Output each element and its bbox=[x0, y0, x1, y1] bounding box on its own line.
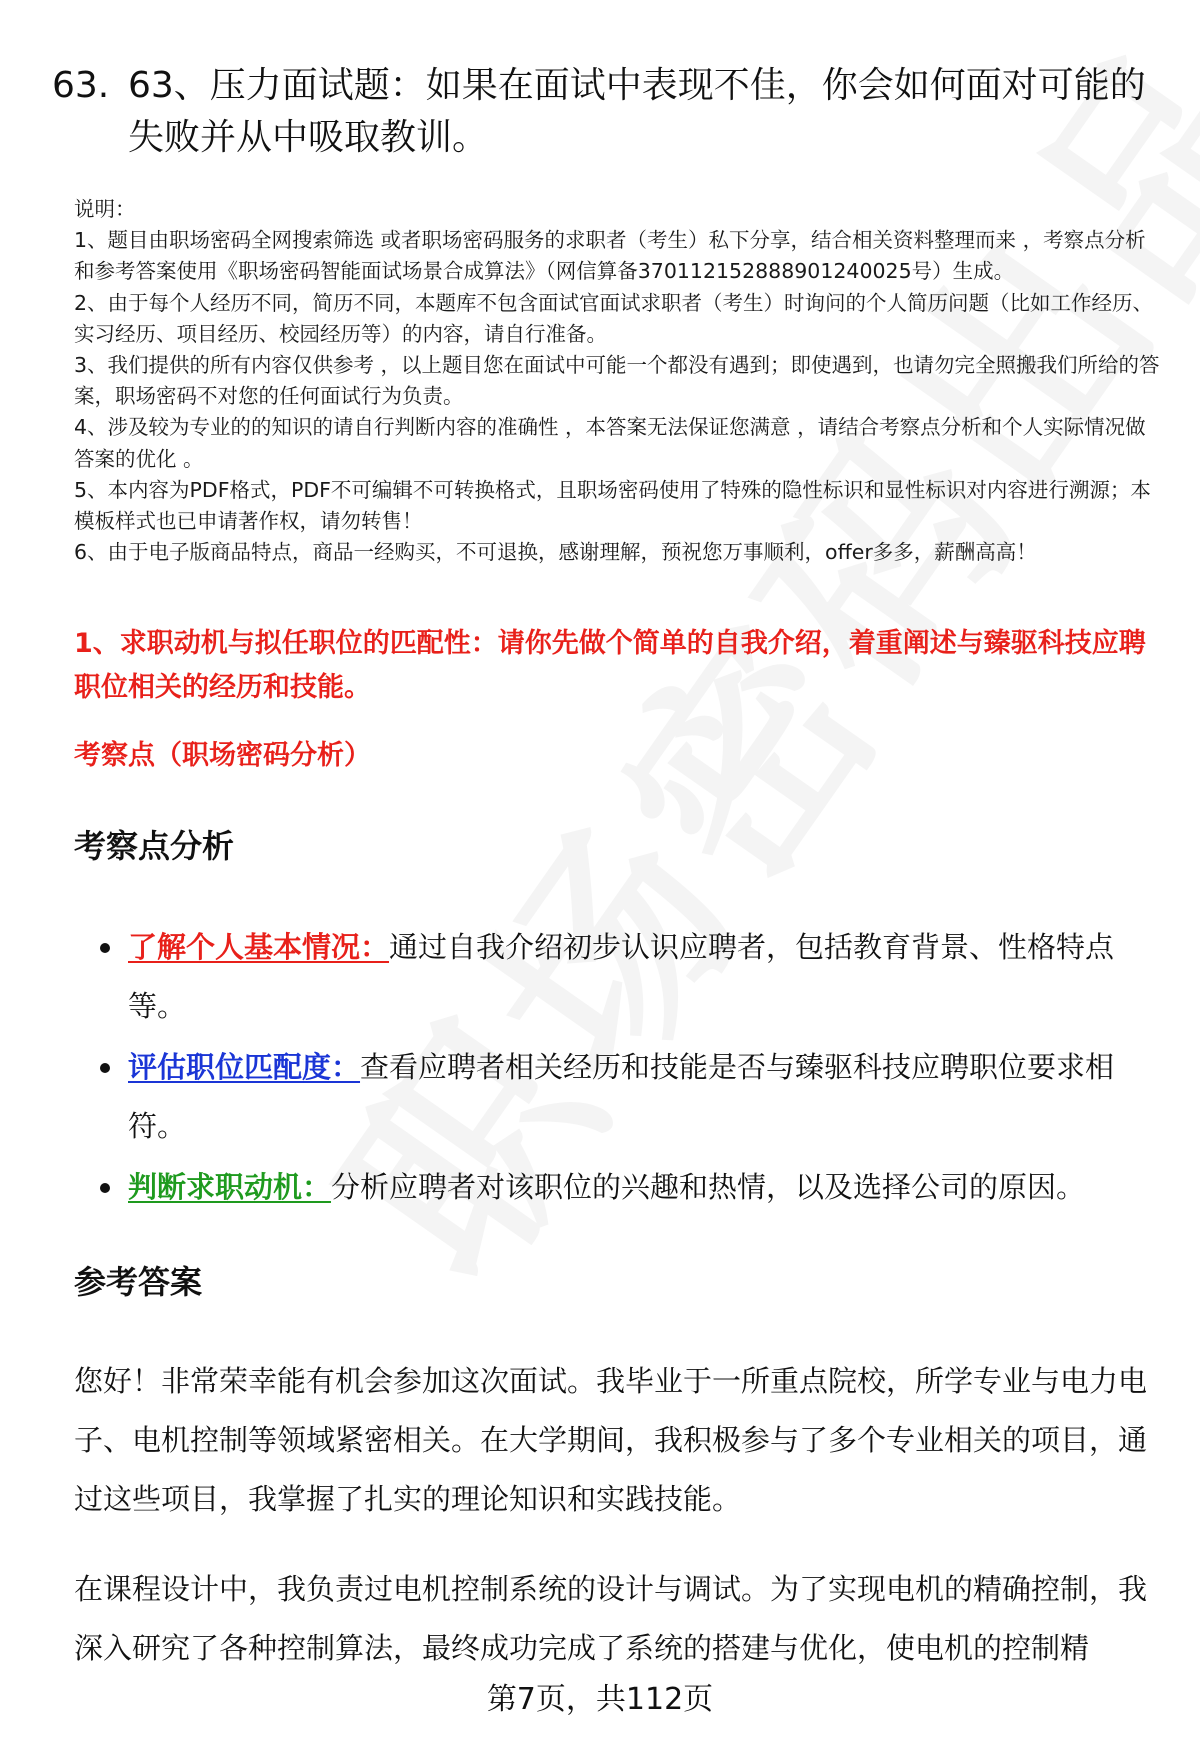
bullet-dot-icon bbox=[100, 943, 110, 953]
bullet-keyword: 评估职位匹配度： bbox=[128, 1050, 361, 1084]
analysis-subheading: 考察点（职场密码分析） bbox=[74, 740, 371, 771]
bullet-text: 通过自我介绍初步认识应聘者，包括教育背景、性格特点等。 bbox=[128, 930, 1115, 1023]
bullet-dot-icon bbox=[100, 1063, 110, 1073]
notes-line: 3、我们提供的所有内容仅供参考 ，以上题目您在面试中可能一个都没有遇到；即使遇到，也请勿完全照搬我们所给的答案，职场密码不对您的任何面试行为负责。 bbox=[74, 353, 1160, 409]
answer-text: 在课程设计中，我负责过电机控制系统的设计与调试。为了实现电机的精确控制，我深入研究了各种控制算法，最终成功完成了系统的搭建与优化，使电机的控制精 bbox=[74, 1572, 1148, 1665]
page-number-footer: 第7页，共112页 bbox=[486, 1682, 714, 1717]
bullet-dot-icon bbox=[100, 1183, 110, 1193]
notes-line: 说明： bbox=[74, 197, 136, 221]
notes-line: 5、本内容为PDF格式，PDF不可编辑不可转换格式，且职场密码使用了特殊的隐性标识和显性标识对内容进行溯源；本模板样式也已申请著作权，请勿转售！ bbox=[74, 477, 1151, 534]
notes-line: 4、涉及较为专业的的知识的请自行判断内容的准确性 ，本答案无法保证您满意 ，请结合考察点分析和个人实际情况做答案的优化 。 bbox=[74, 415, 1146, 471]
list-item bbox=[100, 918, 1160, 1036]
analysis-bullet-list bbox=[100, 918, 1160, 1219]
list-item bbox=[100, 1158, 1160, 1217]
notes-line: 6、由于电子版商品特点，商品一经购买，不可退换，感谢理解，预祝您万事顺利，offer多多，薪酬高高！ bbox=[74, 540, 1037, 565]
notes-line: 1、题目由职场密码全网搜索筛选 或者职场密码服务的求职者（考生）私下分享，结合相关资料整理而来 ，考察点分析和参考答案使用《职场密码智能面试场景合成算法》（网信算备370112152888901240025号）生成。 bbox=[74, 228, 1146, 284]
title-number: 63. bbox=[52, 65, 110, 106]
title-text: 63、压力面试题：如果在面试中表现不佳，你会如何面对可能的失败并从中吸取教训。 bbox=[128, 65, 1146, 158]
question-title bbox=[52, 60, 1162, 164]
analysis-section-heading: 考察点分析 bbox=[74, 827, 235, 865]
answer-paragraph bbox=[74, 1352, 1154, 1529]
answer-section-heading: 参考答案 bbox=[74, 1263, 203, 1301]
list-item bbox=[100, 1038, 1160, 1156]
answer-text: 您好！非常荣幸能有机会参加这次面试。我毕业于一所重点院校，所学专业与电力电子、电机控制等领域紧密相关。在大学期间，我积极参与了多个专业相关的项目，通过这些项目，我掌握了扎实的理论知识和实践技能。 bbox=[74, 1364, 1148, 1516]
bullet-text: 查看应聘者相关经历和技能是否与臻驱科技应聘职位要求相符。 bbox=[128, 1050, 1115, 1143]
bullet-keyword: 判断求职动机： bbox=[128, 1170, 332, 1204]
notes-line: 2、由于每个人经历不同，简历不同，本题库不包含面试官面试求职者（考生）时询问的个人简历问题（比如工作经历、实习经历、项目经历、校园经历等）的内容，请自行准备。 bbox=[74, 290, 1154, 346]
bullet-text: 分析应聘者对该职位的兴趣和热情，以及选择公司的原因。 bbox=[331, 1170, 1086, 1204]
answer-paragraph bbox=[74, 1560, 1154, 1678]
bullet-keyword: 了解个人基本情况： bbox=[128, 930, 390, 964]
question-heading: 1、求职动机与拟任职位的匹配性：请你先做个简单的自我介绍，着重阐述与臻驱科技应聘职位相关的经历和技能。 bbox=[74, 628, 1146, 703]
disclaimer-notes bbox=[74, 194, 1164, 568]
